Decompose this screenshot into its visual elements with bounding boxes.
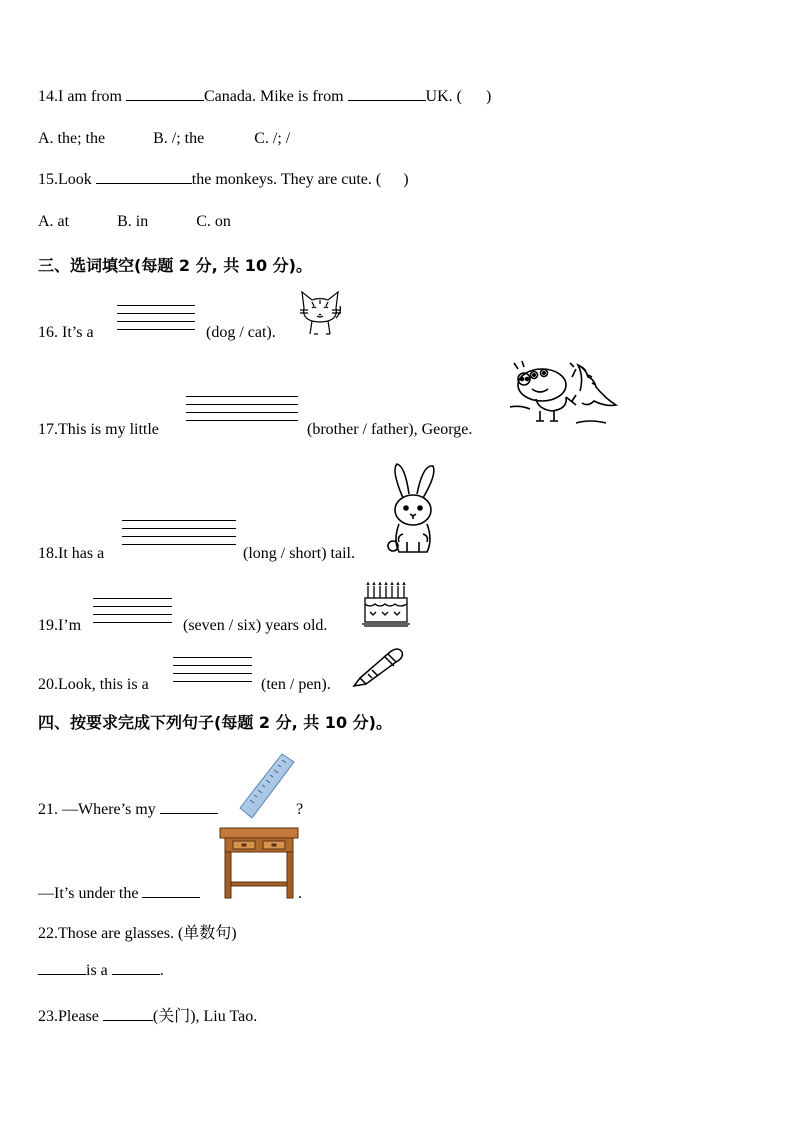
q16-writing-lines[interactable] [117,305,195,337]
q17-text-post: (brother / father), George. [307,421,473,438]
q14-option-b[interactable]: B. /; the [153,130,205,147]
q19-text-pre: 19.I’m [38,617,82,634]
q14-blank-1[interactable] [126,99,204,101]
q22-answer-mid: is a [86,962,108,979]
q15-options [38,213,231,231]
q15-blank[interactable] [96,182,192,184]
q18-writing-lines[interactable] [122,520,236,552]
ruler-icon [238,752,296,820]
q22-blank-2[interactable] [112,973,160,975]
question-14 [38,88,491,106]
section-4-heading: 四、按要求完成下列句子(每题 2 分, 共 10 分)。 [38,713,392,732]
pen-icon [352,646,404,688]
q22-answer-line [38,962,164,980]
q15-text-pre: 15.Look [38,171,92,188]
q16-text-pre: 16. It’s a [38,324,94,341]
q14-text-pre: 14.I am from [38,88,122,105]
q21-line-2 [38,885,200,903]
q23-blank[interactable] [103,1019,153,1021]
q15-option-c[interactable]: C. on [196,213,231,230]
q22-blank-1[interactable] [38,973,86,975]
q21-blank-2[interactable] [142,896,200,898]
q14-option-c[interactable]: C. /; / [254,130,291,147]
q14-blank-2[interactable] [348,99,426,101]
q20-text-post: (ten / pen). [261,676,331,693]
q14-text-mid: Canada. Mike is from [203,88,344,105]
q17-writing-lines[interactable] [186,396,298,428]
q21-question-text: 21. —Where’s my [38,801,156,818]
q21-answer-text: —It’s under the [38,885,139,902]
q18-text-pre: 18.It has a [38,545,105,562]
q21-blank-1[interactable] [160,812,218,814]
q14-close: ) [485,88,492,105]
q20-writing-lines[interactable] [173,657,252,689]
q20-text-pre: 20.Look, this is a [38,676,149,693]
q23-text-post: (关门), Liu Tao. [152,1008,258,1025]
q15-close: ) [403,171,409,188]
q14-text-post: UK. ( [425,88,462,105]
q21-line-1 [38,801,218,819]
q21-question-mark: ? [296,801,304,818]
q16-text-post: (dog / cat). [206,324,276,341]
peppa-george-dinosaur-icon [510,357,622,431]
section-3-heading: 三、选词填空(每题 2 分, 共 10 分)。 [38,256,312,275]
q19-writing-lines[interactable] [93,598,172,630]
q15-option-b[interactable]: B. in [117,213,149,230]
cat-icon [298,288,344,336]
q19-text-post: (seven / six) years old. [183,617,328,634]
q18-text-post: (long / short) tail. [243,545,355,562]
question-15 [38,171,409,189]
question-23 [38,1003,257,1026]
q21-period: . [298,885,302,902]
q14-options [38,130,290,148]
rabbit-icon [383,460,441,558]
q15-text-post: the monkeys. They are cute. ( [191,171,382,188]
birthday-cake-icon [362,582,410,628]
q17-text-pre: 17.This is my little [38,421,159,438]
q15-option-a[interactable]: A. at [38,213,70,230]
q22-answer-end: . [159,962,164,979]
q23-text-pre: 23.Please [38,1008,99,1025]
q14-option-a[interactable]: A. the; the [38,130,106,147]
q22-prompt: 22.Those are glasses. (单数句) [38,925,237,942]
desk-icon [219,826,299,900]
